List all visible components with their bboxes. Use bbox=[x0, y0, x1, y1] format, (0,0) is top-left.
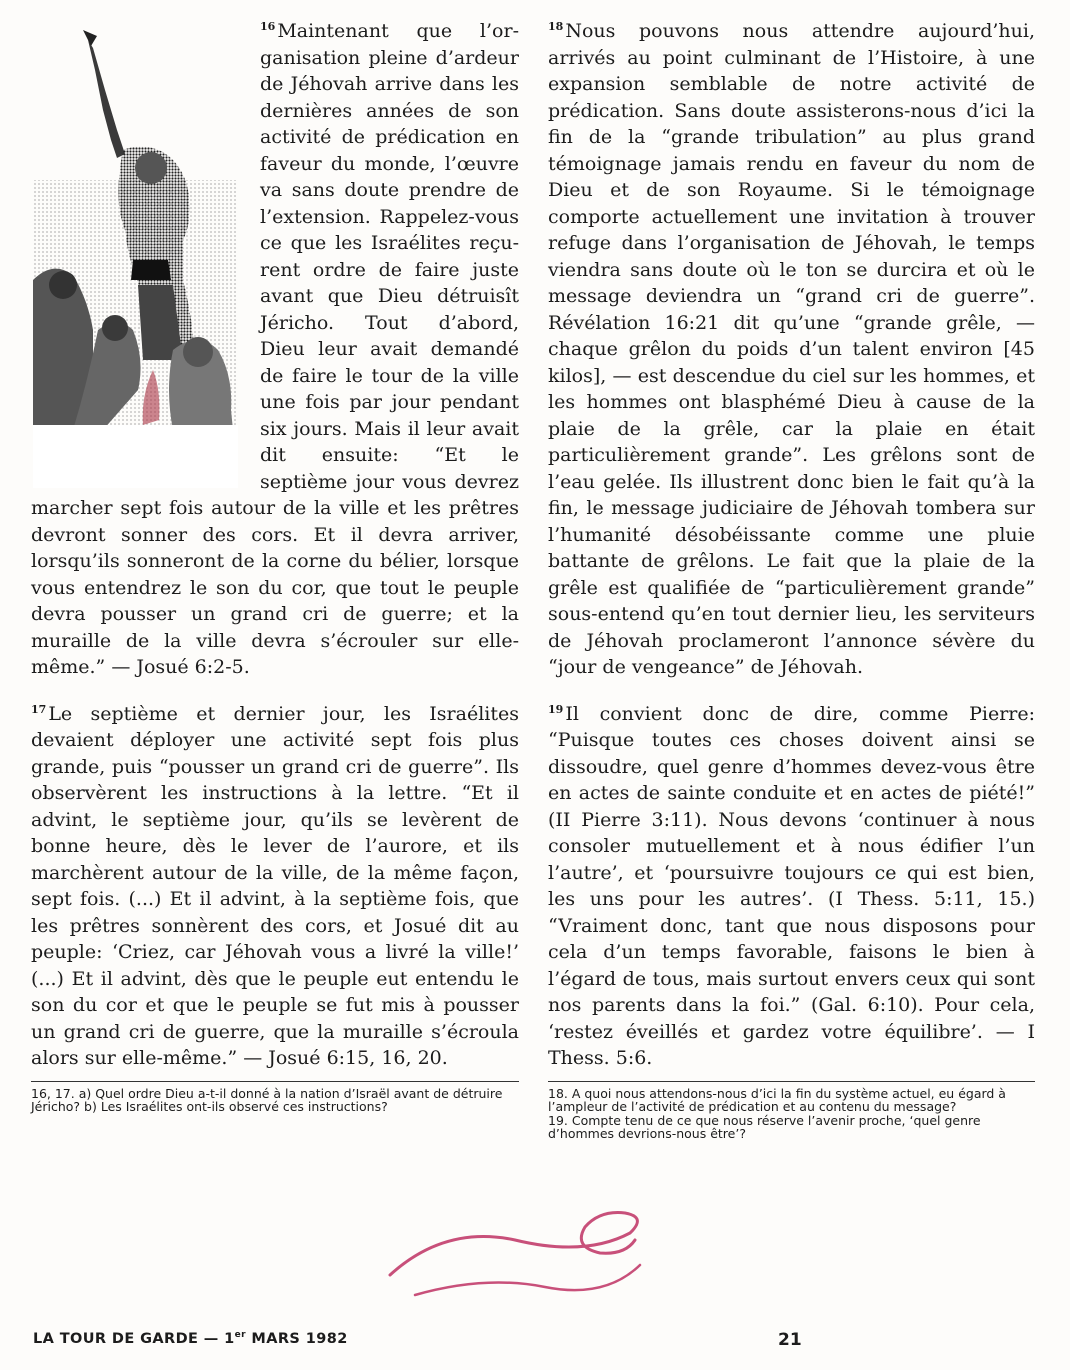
publication-date: MARS 1982 bbox=[245, 1330, 348, 1347]
question-16-17: 16, 17. a) Quel ordre Dieu a-t-il donné à la nation d’Israël avant de détruire Jéricho? b) Les Israélites ont-ils observé ces instructions? bbox=[31, 1085, 503, 1114]
study-questions-right bbox=[548, 1081, 1035, 1141]
paragraph-text: Il convient donc de dire, comme Pierre: “Puisque toutes ces choses doivent ainsi se dissoudre, quel genre d’hommes devez-vous être en actes de sainte conduite et en actes de piété!” (II Pierre 3:11). Nous devons ‘continuer à nous consoler mutuellement et à nous édifier l’un l’autre’, et ‘poursuivre toujours ce qui est bien, les uns pour les autres’. (I Thess. 5:11, 15.) “Vraiment donc, tant que nous disposons pour cela d’un temps favorable, faisons le bien à l’égard de tous, mais surtout envers ceux qui sont nos parents dans la foi.” (Gal. 6:10). Pour cela, ‘restez éveillés et gardez votre équilibre’. — I Thess. 5:6. bbox=[548, 702, 1035, 1069]
paragraph-number: 19 bbox=[548, 702, 564, 716]
question-18: 18. A quoi nous attendons-nous d’ici la fin du système actuel, eu égard à l’ampleur de l’activité de prédication et au contenu du message? bbox=[548, 1085, 1006, 1114]
question-19: 19. Compte tenu de ce que nous réserve l’avenir proche, ‘quel genre d’hommes devrions-nous être’? bbox=[548, 1112, 981, 1141]
page-number: 21 bbox=[778, 1330, 802, 1350]
paragraph-text: Nous pouvons nous attendre aujourd’hui, arrivés au point culminant de l’Histoire, à une expansion semblable de notre activité de prédication. Sans doute assisterons-nous d’ici la fin de la “grande tribulation” au plus grand témoignage jamais rendu en faveur du nom de Dieu et de son Royaume. Si le témoignage comporte actuellement une invitation à trouver refuge dans l’organisation de Jéhovah, le temps viendra sans doute où le ton se durcira et où le message deviendra un “grand cri de guerre”. Révélation 16:21 dit qu’une “grande grêle, — chaque grêlon du poids d’un talent environ [45 kilos], — est descendue du ciel sur les hommes, et les hommes ont blasphémé Dieu à cause de la plaie de la grêle, car la plaie en était particulièrement grande”. Les grêlons sont de l’eau gelée. Ils illustrent donc bien le fait qu’à la fin, le message judiciaire de Jéhovah tombera sur l’humanité désobéissante comme une pluie battante de grêlons. Le fait que la plaie de la grêle est qualifiée de “particulièrement grande” sous-entend qu’en tout dernier lieu, les serviteurs de Jéhovah proclameront l’annonce sévère du “jour de vengeance” de Jéhovah. bbox=[548, 20, 1035, 678]
publication-title: LA TOUR DE GARDE — 1 bbox=[33, 1330, 235, 1347]
trumpeter-figure-icon bbox=[33, 30, 238, 488]
study-questions-left bbox=[31, 1081, 519, 1114]
left-column bbox=[31, 14, 519, 1114]
paragraph-17 bbox=[31, 697, 519, 1072]
paragraph-number: 17 bbox=[31, 702, 47, 716]
date-superscript: er bbox=[234, 1330, 246, 1340]
paragraph-19 bbox=[548, 697, 1035, 1072]
paragraph-text: Maintenant que l’organisation pleine d’ardeur de Jéhovah arrive dans les dernières années de son activité de prédication en faveur du monde, l’œuvre va sans doute prendre de l’extension. Rappelez-vous ce que les Israélites reçurent ordre de faire juste avant que Dieu détruisît Jéricho. Tout d’abord, Dieu leur avait demandé de faire le tour de la ville une fois par jour pendant six jours. Mais il leur avait dit ensuite: “Et le septième jour vous devrez marcher sept fois autour de la ville et les prêtres devront sonner des cors. Et il devra arriver, lorsqu’ils sonneront de la corne du bélier, lorsque vous entendrez le son du cor, que tout le peuple devra pousser un grand cri de guerre; et la muraille de la ville devra s’écrouler sur elle-même.” — Josué 6:2-5. bbox=[31, 20, 519, 678]
flourish-ornament-icon bbox=[385, 1205, 645, 1305]
publication-footer bbox=[33, 1330, 348, 1347]
right-column bbox=[548, 14, 1035, 1141]
paragraph-number: 16 bbox=[260, 20, 276, 33]
paragraph-18 bbox=[548, 14, 1035, 681]
paragraph-text: Le septième et dernier jour, les Israélites devaient déployer une activité sept fois plus grande, puis “pousser un grand cri de guerre”. Ils observèrent les instructions à la lettre. “Et il advint, le septième jour, qu’ils se levèrent de bonne heure, dès le lever de l’aurore, et ils marchèrent autour de la ville, de la même façon, sept fois. (...) Et il advint, à la septième fois, que les prêtres sonnèrent des cors, et Josué dit au peuple: ‘Criez, car Jéhovah vous a livré la ville!’ (...) Et il advint, dès que le peuple eut entendu le son du cor et que le peuple se fut mis à pousser un grand cri de guerre, que la muraille s’écroula alors sur elle-même.” — Josué 6:15, 16, 20. bbox=[31, 702, 519, 1069]
paragraph-number: 18 bbox=[548, 20, 564, 33]
